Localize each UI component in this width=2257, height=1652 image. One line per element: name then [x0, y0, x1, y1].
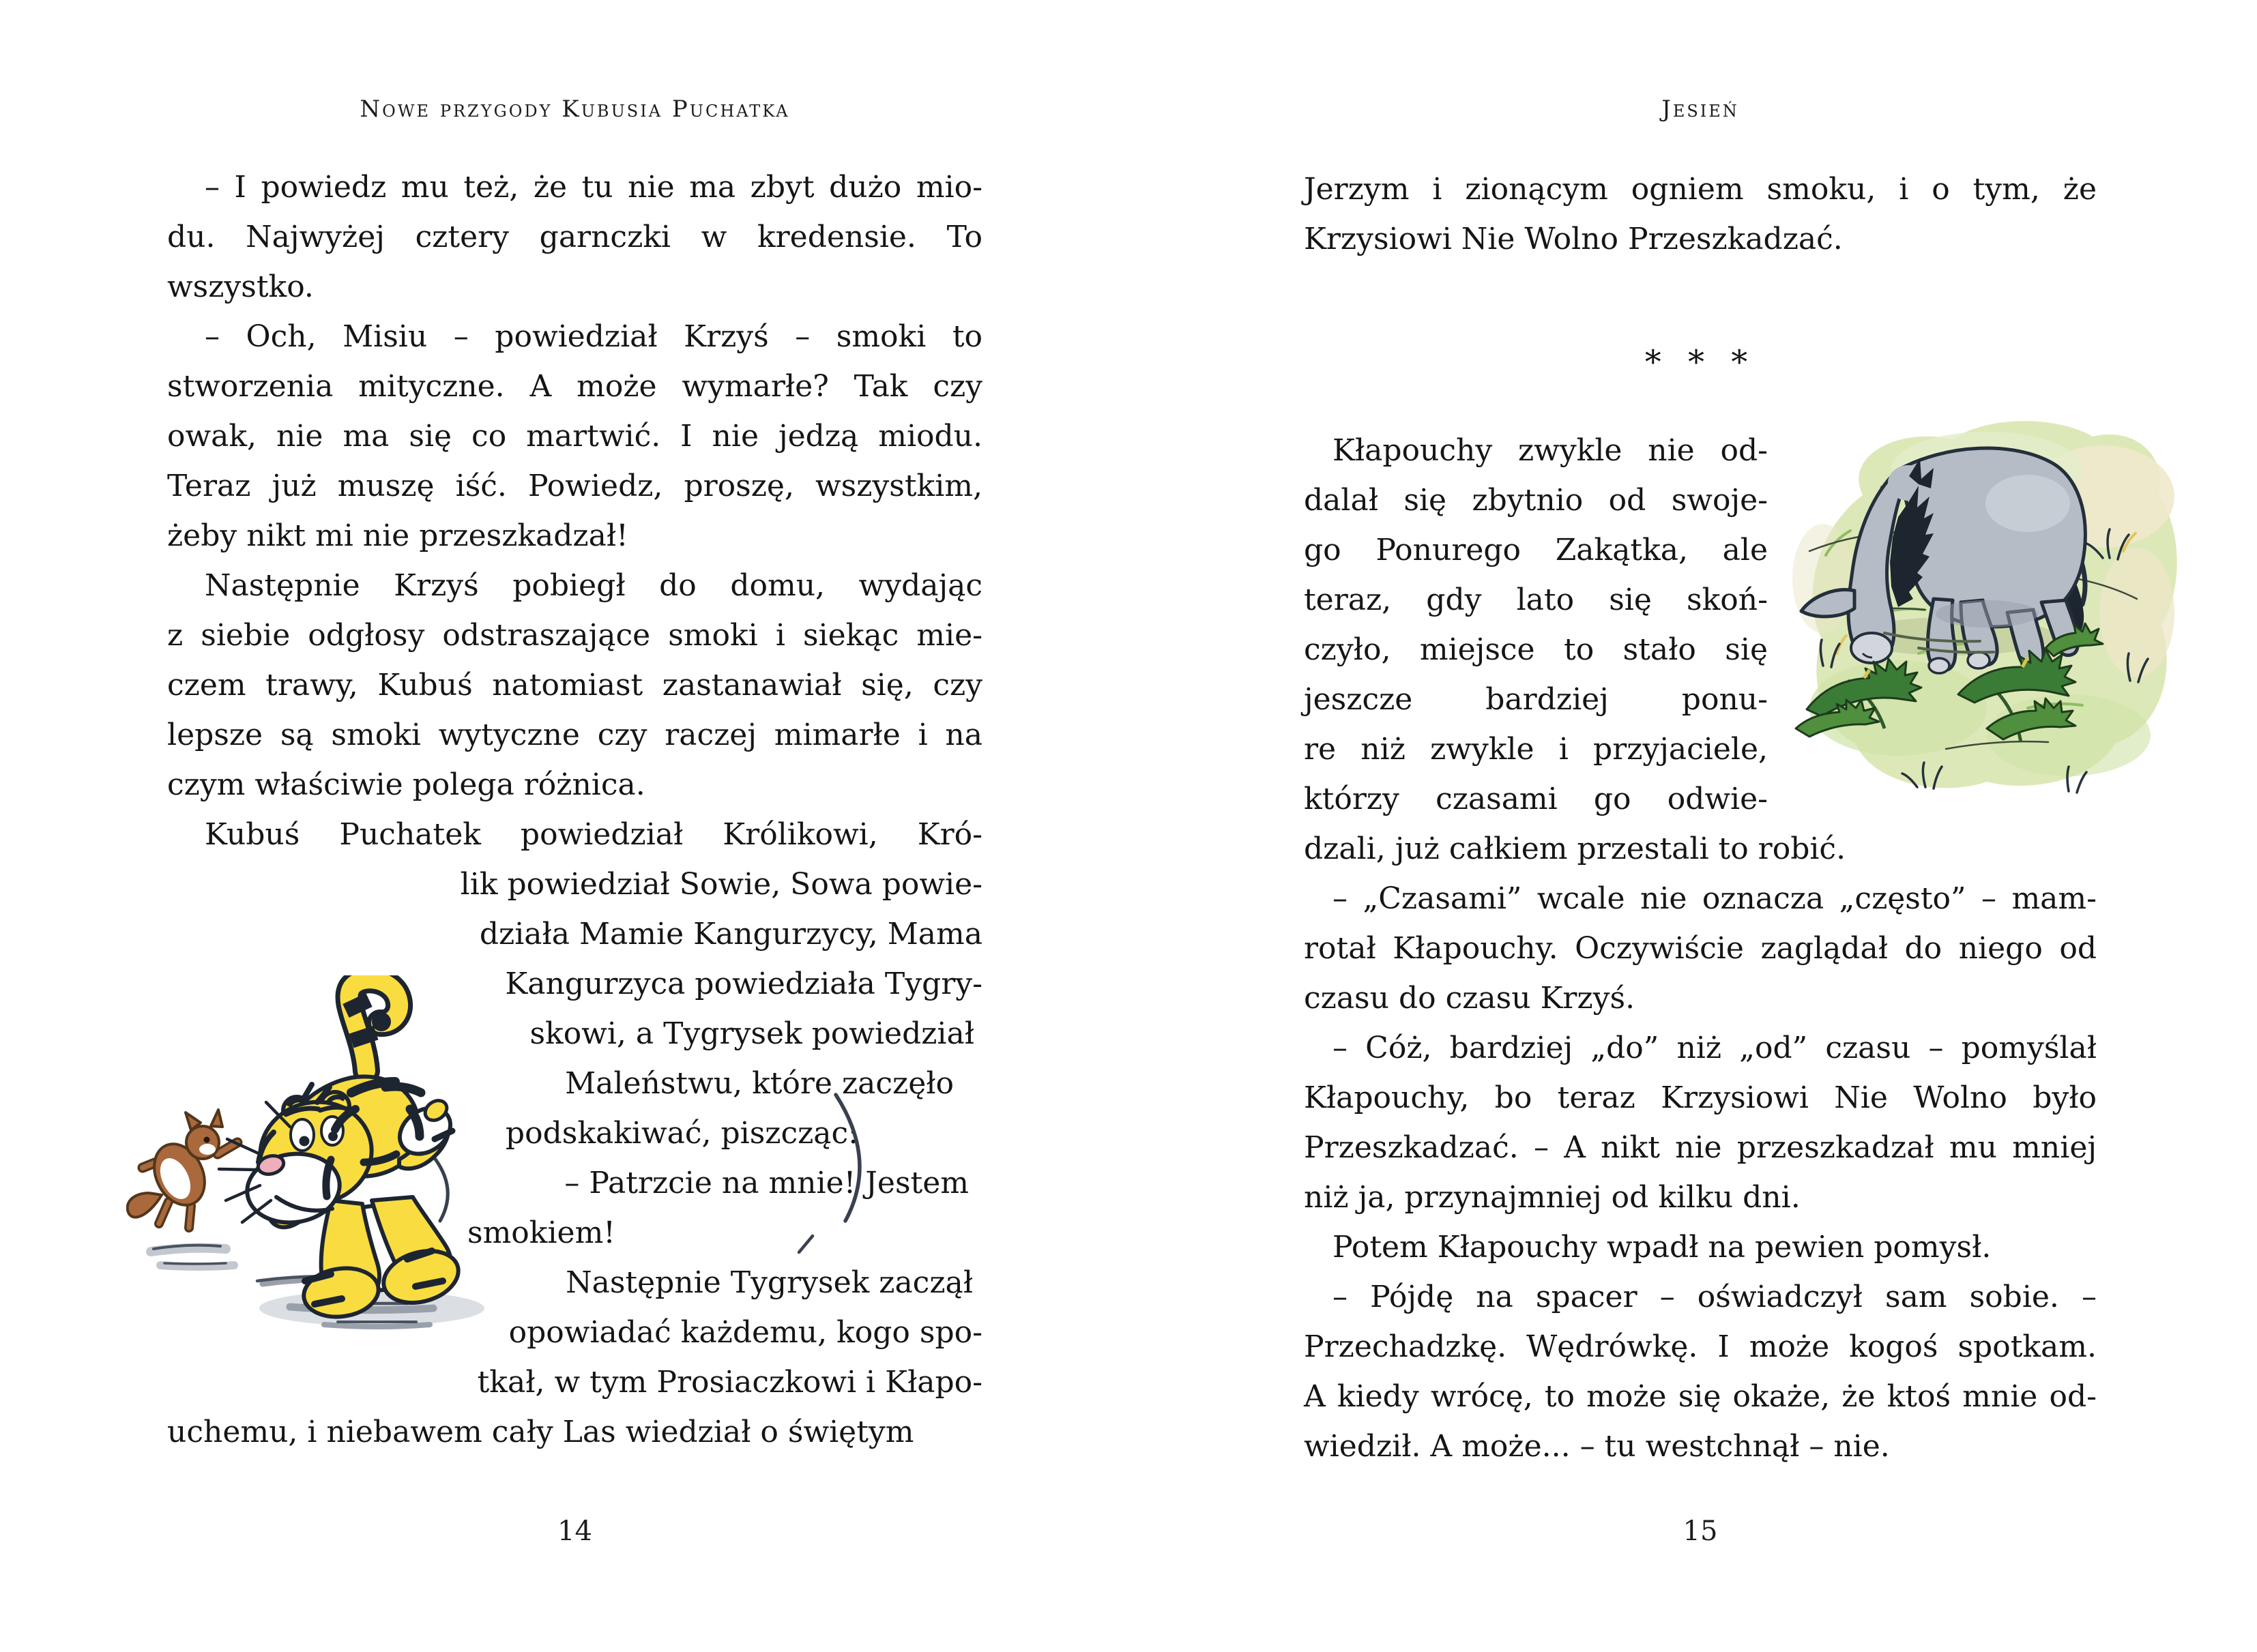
text-line: dalał się zbytnio od swoje- [1304, 483, 1768, 518]
text-line: Następnie Tygrysek zaczął [566, 1265, 973, 1300]
text-line: du. Najwyżej cztery garnczki w kredensie. To [167, 220, 982, 254]
text-line: – Och, Misiu – powiedział Krzyś – smoki to [205, 319, 982, 354]
text-line: z siebie odgłosy odstraszające smoki i siekąc mie- [167, 618, 982, 653]
text-line: wszystko. [167, 269, 314, 304]
text-line: Przechadzkę. Wędrówkę. I może kogoś spotkam. [1304, 1329, 2097, 1364]
text-line: czym właściwie polega różnica. [167, 767, 645, 802]
text-line: owak, nie ma się co martwić. I nie jedzą miodu. [167, 419, 982, 454]
text-line: czasu do czasu Krzyś. [1304, 981, 1635, 1016]
text-line: go Ponurego Zakątka, ale [1304, 533, 1768, 567]
text-line: teraz, gdy lato się skoń- [1304, 582, 1768, 617]
text-line: uchemu, i niebawem cały Las wiedział o świętym [167, 1415, 914, 1449]
text-line: skowi, a Tygrysek powiedział [529, 1016, 974, 1051]
page-number-right: 15 [1683, 1516, 1718, 1547]
dust-trail-icon [151, 1245, 234, 1267]
text-line: niż ja, przynajmniej od kilku dni. [1304, 1180, 1801, 1215]
text-line: Teraz już muszę iść. Powiedz, proszę, wszystkim, [167, 469, 982, 503]
text-line: jeszcze bardziej ponu- [1304, 682, 1768, 717]
text-line: Kłapouchy, bo teraz Krzysiowi Nie Wolno było [1304, 1080, 2097, 1115]
text-line: działa Mamie Kangurzycy, Mama [479, 917, 982, 952]
text-line: A kiedy wrócę, to może się okaże, że ktoś mnie od- [1304, 1379, 2097, 1414]
running-header-right: Jesień [1661, 95, 1739, 123]
text-line: którzy czasami go odwie- [1304, 782, 1768, 816]
text-line: stworzenia mityczne. A może wymarłe? Tak czy [167, 369, 982, 404]
running-header-left: Nowe przygody Kubusia Puchatka [360, 95, 790, 123]
text-line: lik powiedział Sowie, Sowa powie- [460, 867, 982, 902]
text-line: dzali, już całkiem przestali to robić. [1304, 831, 1846, 866]
text-line: Kłapouchy zwykle nie od- [1333, 433, 1768, 468]
text-line: czem trawy, Kubuś natomiast zastanawiał się, czy [167, 668, 982, 703]
tigger-illustration [126, 975, 884, 1337]
text-line: Kangurzyca powiedziała Tygry- [505, 967, 982, 1001]
page-number-left: 14 [557, 1516, 592, 1547]
text-line: żeby nikt mi nie przeszkadzał! [167, 518, 628, 553]
text-line: smokiem! [467, 1215, 615, 1250]
text-line: Potem Kłapouchy wpadł na pewien pomysł. [1333, 1230, 1992, 1265]
section-separator: * * * [1644, 343, 1756, 381]
motion-arc-icon [435, 1095, 860, 1252]
left-page [167, 0, 982, 1652]
text-line: Przeszkadzać. – A nikt nie przeszkadzał mu mniej [1304, 1130, 2097, 1165]
text-line: – Pójdę na spacer – oświadczył sam sobie. – [1333, 1280, 2097, 1314]
eeyore-illustration [1782, 408, 2192, 827]
text-line: opowiadać każdemu, kogo spo- [508, 1315, 982, 1350]
text-line: podskakiwać, piszcząc: [505, 1116, 858, 1151]
text-line: rotał Kłapouchy. Oczywiście zaglądał do niego od [1304, 931, 2097, 966]
text-line: lepsze są smoki wytyczne czy raczej mimarłe i na [167, 718, 982, 752]
tigger-icon [219, 979, 465, 1321]
text-line: – Patrzcie na mnie! Jestem [564, 1166, 969, 1200]
text-line: wiedził. A może... – tu westchnął – nie. [1304, 1429, 1890, 1464]
text-line: Krzysiowi Nie Wolno Przeszkadzać. [1304, 222, 1843, 256]
text-line: re niż zwykle i przyjaciele, [1304, 732, 1768, 767]
text-line: tkał, w tym Prosiaczkowi i Kłapo- [477, 1365, 982, 1400]
text-line: Kubuś Puchatek powiedział Królikowi, Kró- [205, 817, 982, 852]
text-line: – „Czasami” wcale nie oznacza „często” – mam- [1333, 881, 2097, 916]
text-line: Jerzym i zionącym ogniem smoku, i o tym, że [1304, 172, 2097, 207]
text-line: Maleństwu, które zaczęło [565, 1066, 954, 1101]
text-line: czyło, miejsce to stało się [1304, 632, 1768, 667]
text-line: – I powiedz mu też, że tu nie ma zbyt dużo mio- [205, 170, 982, 205]
text-line: Następnie Krzyś pobiegł do domu, wydając [205, 568, 982, 603]
text-line: – Cóż, bardziej „do” niż „od” czasu – pomyślał [1333, 1031, 2097, 1065]
